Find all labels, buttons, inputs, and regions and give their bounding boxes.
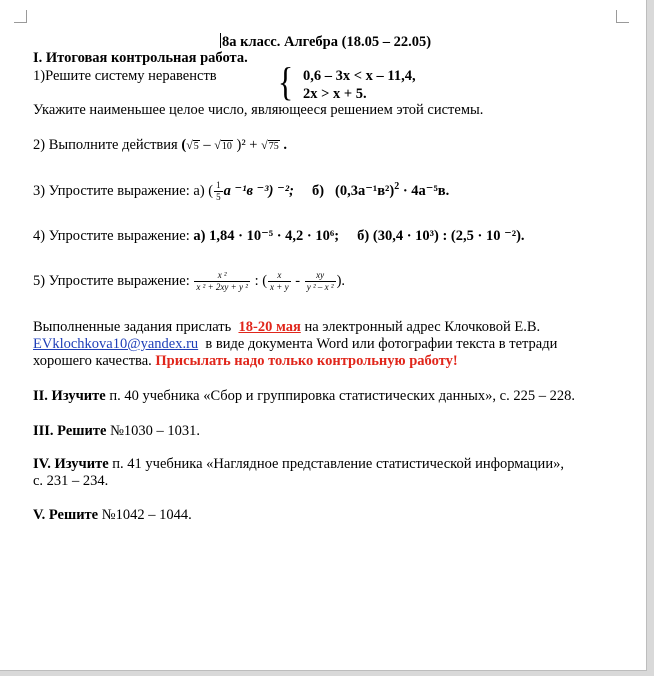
task-4-label: 4) Упростите выражение: bbox=[33, 228, 190, 244]
minus-sign: – bbox=[203, 137, 211, 153]
task-4a-expression: а) 1,84 · 10⁻⁵ · 4,2 · 10⁶; bbox=[193, 228, 340, 244]
instructions-line-1 bbox=[33, 318, 540, 336]
crop-mark-top-left bbox=[14, 10, 27, 23]
task-2-end: . bbox=[283, 137, 287, 153]
section-4 bbox=[33, 455, 564, 473]
task-5-end: ). bbox=[336, 272, 346, 289]
section-5-heading: V. Решите bbox=[33, 507, 99, 523]
instructions-recipient: на электронный адрес Клочковой Е.В. bbox=[304, 319, 541, 335]
task-3b-tail: · 4а⁻⁵в. bbox=[402, 182, 450, 199]
task-3a-label: а) bbox=[193, 182, 205, 199]
sqrt-5: √5 bbox=[186, 138, 199, 152]
task-5-label: 5) Упростите выражение: bbox=[33, 272, 190, 289]
section-4-text: п. 41 учебника «Наглядное представление статистической информации», bbox=[112, 456, 564, 472]
section-1-heading: I. Итоговая контрольная работа. bbox=[33, 50, 248, 66]
task-2-label: 2) Выполните действия bbox=[33, 137, 178, 153]
task-4b-expression: б) (30,4 · 10³) : (2,5 · 10 ⁻²). bbox=[357, 228, 525, 244]
fraction-x2-over-sum: $\frac{\text{x ²}}{\text{x ² + 2xy + y ²}}$ bbox=[196, 270, 248, 292]
minus-sign: - bbox=[295, 272, 301, 289]
instructions-prefix: Выполненные задания прислать bbox=[33, 319, 232, 335]
task-3a-expression: а ⁻¹в ⁻³) ⁻²; bbox=[223, 182, 294, 199]
section-2-text: п. 40 учебника «Сбор и группировка статистических данных», с. 225 – 228. bbox=[109, 388, 575, 404]
section-4-text-line-2: с. 231 – 234. bbox=[33, 473, 109, 489]
paren-close-square: )² + bbox=[236, 137, 258, 153]
instructions-line-3 bbox=[33, 352, 458, 370]
section-5-text: №1042 – 1044. bbox=[101, 507, 192, 523]
crop-mark-top-right bbox=[616, 10, 629, 23]
task-1-label: 1)Решите систему неравенств bbox=[33, 68, 217, 84]
section-3-text: №1030 – 1031. bbox=[110, 423, 201, 439]
task-3 bbox=[33, 180, 449, 203]
document-title[interactable]: 8а класс. Алгебра (18.05 – 22.05) bbox=[222, 34, 432, 50]
task-3b-expression: (0,3а⁻¹в²) bbox=[335, 182, 395, 199]
deadline-dates: 18-20 мая bbox=[238, 319, 301, 335]
task-3b-exponent: 2 bbox=[394, 181, 400, 192]
instructions-quality: хорошего качества. bbox=[33, 353, 152, 369]
section-2 bbox=[33, 387, 575, 405]
fraction-x-over-xy: $\frac{x}{x + y}$ bbox=[270, 270, 289, 292]
section-3-heading: III. Решите bbox=[33, 423, 107, 439]
section-5 bbox=[33, 506, 192, 524]
task-1-inequality-1: 0,6 – 3x < x – 11,4, bbox=[303, 68, 416, 84]
task-3b-label: б) bbox=[312, 182, 325, 199]
fraction-xy-over-diff: $\frac{xy}{\text{y ² – x ²}}$ bbox=[306, 270, 334, 292]
warning-text: Присылать надо только контрольную работу! bbox=[155, 353, 458, 369]
paren-open: ( bbox=[181, 137, 187, 153]
fraction-one-fifth: $\frac{1}{5}$ bbox=[216, 180, 221, 202]
email-link[interactable]: EVklochkova10@yandex.ru bbox=[33, 336, 199, 352]
colon-paren: : ( bbox=[254, 272, 268, 289]
section-2-heading: II. Изучите bbox=[33, 388, 106, 404]
section-3 bbox=[33, 422, 200, 440]
task-5 bbox=[33, 270, 345, 293]
sqrt-10: √10 bbox=[214, 138, 232, 152]
paren-open: ( bbox=[208, 182, 214, 199]
task-1-inequality-2: 2x > x + 5. bbox=[303, 86, 367, 102]
section-4-heading: IV. Изучите bbox=[33, 456, 109, 472]
sqrt-75: √75 bbox=[261, 138, 279, 152]
system-brace: { bbox=[277, 59, 294, 104]
task-3-label: 3) Упростите выражение: bbox=[33, 182, 190, 199]
task-1-note: Укажите наименьшее целое число, являющееся решением этой системы. bbox=[33, 102, 484, 118]
instructions-format: в виде документа Word или фотографии текста в тетради bbox=[205, 336, 558, 352]
task-2 bbox=[33, 136, 287, 156]
instructions-line-2 bbox=[33, 335, 557, 353]
text-cursor bbox=[220, 33, 221, 48]
task-4 bbox=[33, 227, 525, 245]
